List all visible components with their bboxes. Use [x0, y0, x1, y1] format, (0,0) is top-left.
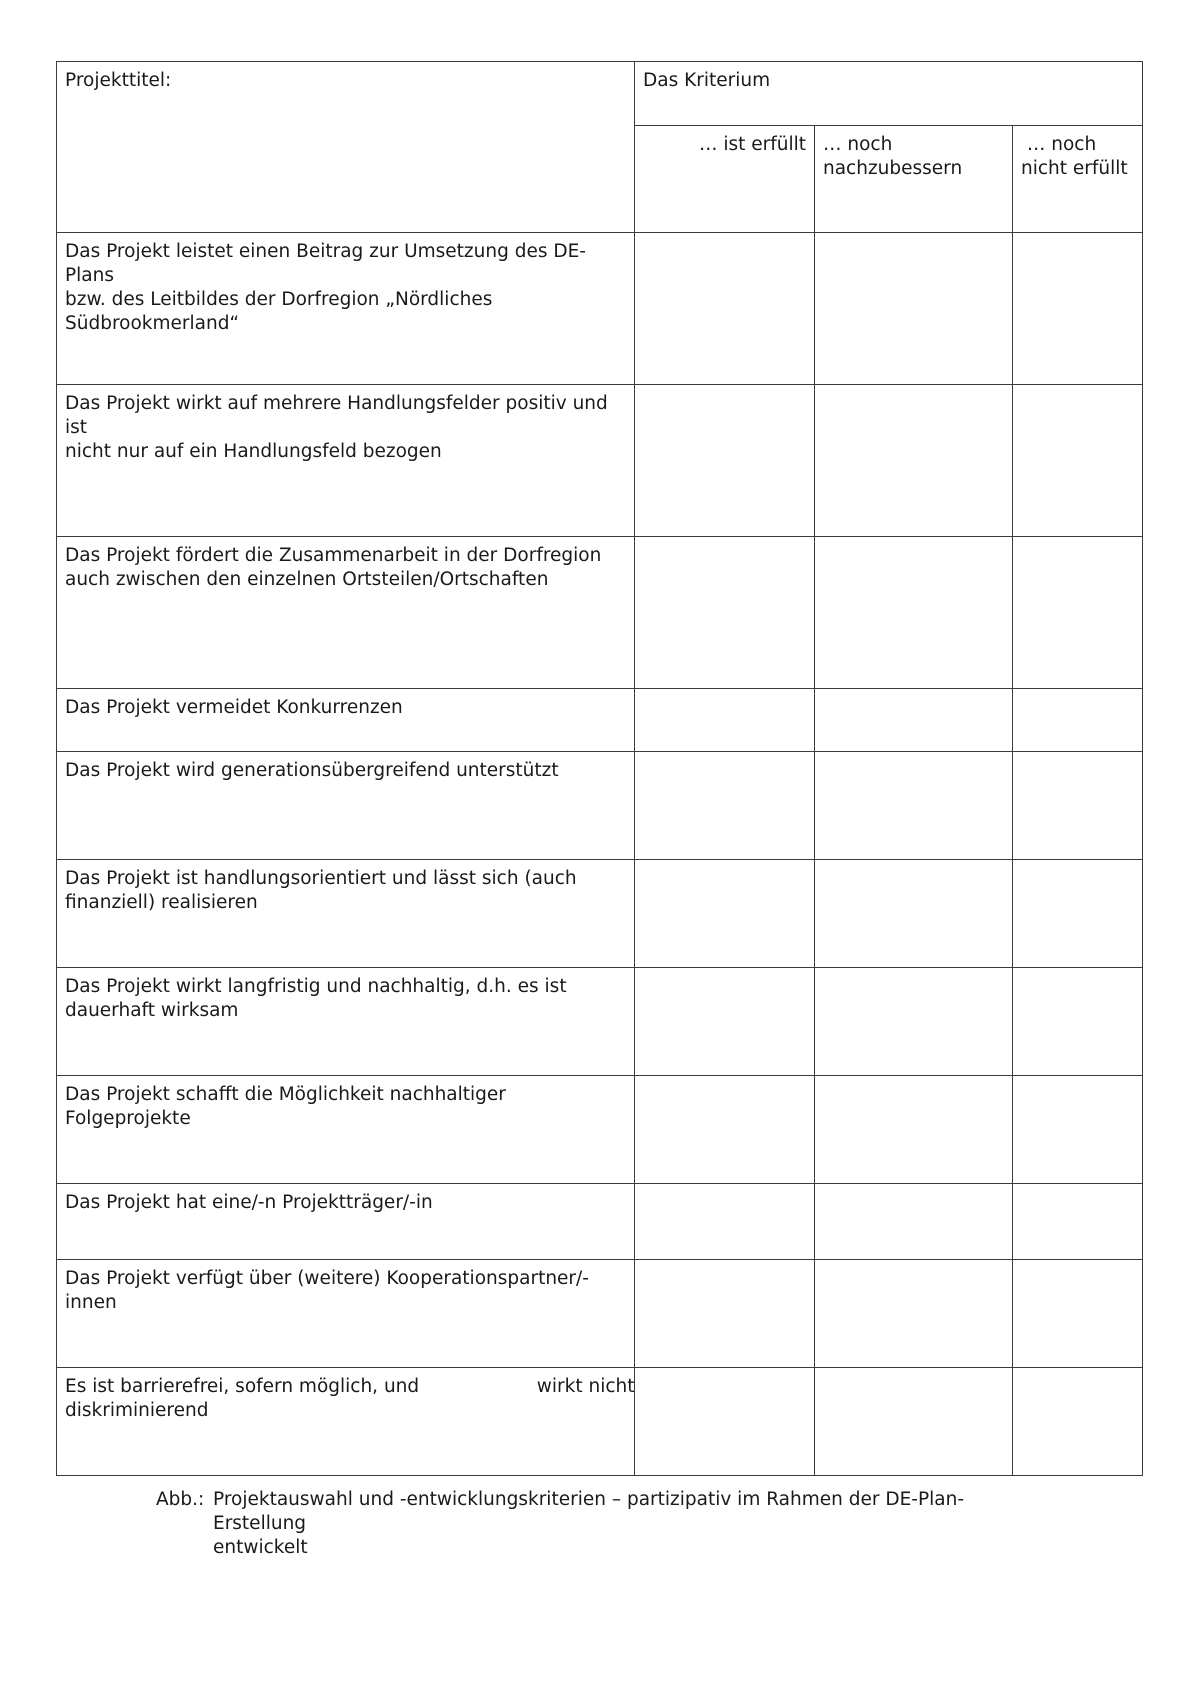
- cell-not-fulfilled[interactable]: [1013, 1076, 1143, 1184]
- cell-fulfilled[interactable]: [635, 689, 815, 752]
- criterion-row: [57, 1368, 1143, 1476]
- criterion-row: [57, 537, 1143, 689]
- subheader-not-fulfilled: … noch nicht erfüllt: [1013, 126, 1143, 233]
- cell-fulfilled[interactable]: [635, 537, 815, 689]
- cell-fulfilled[interactable]: [635, 1260, 815, 1368]
- criterion-text: Das Projekt vermeidet Konkurrenzen: [57, 689, 635, 752]
- cell-not-fulfilled[interactable]: [1013, 385, 1143, 537]
- criterion-row: [57, 1076, 1143, 1184]
- cell-fulfilled[interactable]: [635, 1184, 815, 1260]
- caption-label: Abb.:: [156, 1489, 205, 1510]
- cell-fulfilled[interactable]: [635, 1368, 815, 1476]
- cell-to-improve[interactable]: [815, 537, 1013, 689]
- cell-fulfilled[interactable]: [635, 233, 815, 385]
- cell-not-fulfilled[interactable]: [1013, 537, 1143, 689]
- criteria-table: [56, 61, 1143, 1476]
- cell-not-fulfilled[interactable]: [1013, 233, 1143, 385]
- cell-fulfilled[interactable]: [635, 385, 815, 537]
- criterion-text: Das Projekt fördert die Zusammenarbeit in der Dorfregion auch zwischen den einzelnen Ortsteilen/Ortschaften: [57, 537, 635, 689]
- criterion-header-cell: [635, 62, 1143, 126]
- cell-to-improve[interactable]: [815, 968, 1013, 1076]
- caption-text: Projektauswahl und -entwicklungskriterien – partizipativ im Rahmen der DE-Plan-Erstellung entwickelt: [213, 1489, 964, 1558]
- cell-fulfilled[interactable]: [635, 860, 815, 968]
- project-title-cell: [57, 62, 635, 233]
- cell-not-fulfilled[interactable]: [1013, 1260, 1143, 1368]
- cell-not-fulfilled[interactable]: [1013, 968, 1143, 1076]
- criterion-row: [57, 752, 1143, 860]
- cell-to-improve[interactable]: [815, 385, 1013, 537]
- cell-fulfilled[interactable]: [635, 752, 815, 860]
- cell-to-improve[interactable]: [815, 1368, 1013, 1476]
- criterion-row: [57, 968, 1143, 1076]
- cell-not-fulfilled[interactable]: [1013, 752, 1143, 860]
- cell-to-improve[interactable]: [815, 860, 1013, 968]
- criterion-text: Das Projekt leistet einen Beitrag zur Umsetzung des DE-Plans bzw. des Leitbildes der Dorfregion „Nördliches Südbrookmerland“: [57, 233, 635, 385]
- criterion-text: Das Projekt hat eine/-n Projektträger/-in: [57, 1184, 635, 1260]
- criterion-text: Das Projekt verfügt über (weitere) Kooperationspartner/-innen: [57, 1260, 635, 1368]
- criterion-text: Das Projekt wirkt auf mehrere Handlungsfelder positiv und ist nicht nur auf ein Handlungsfeld bezogen: [57, 385, 635, 537]
- cell-not-fulfilled[interactable]: [1013, 689, 1143, 752]
- cell-to-improve[interactable]: [815, 689, 1013, 752]
- subheader-fulfilled: … ist erfüllt: [635, 126, 815, 233]
- cell-to-improve[interactable]: [815, 1184, 1013, 1260]
- criterion-text: Das Projekt wirkt langfristig und nachhaltig, d.h. es ist dauerhaft wirksam: [57, 968, 635, 1076]
- cell-fulfilled[interactable]: [635, 1076, 815, 1184]
- cell-to-improve[interactable]: [815, 1076, 1013, 1184]
- criterion-text: Das Projekt ist handlungsorientiert und lässt sich (auch finanziell) realisieren: [57, 860, 635, 968]
- criterion-text: Das Projekt wird generationsübergreifend unterstützt: [57, 752, 635, 860]
- cell-not-fulfilled[interactable]: [1013, 860, 1143, 968]
- cell-to-improve[interactable]: [815, 752, 1013, 860]
- cell-fulfilled[interactable]: [635, 968, 815, 1076]
- criterion-row: [57, 233, 1143, 385]
- cell-to-improve[interactable]: [815, 233, 1013, 385]
- criterion-text: Das Projekt schafft die Möglichkeit nachhaltiger Folgeprojekte: [57, 1076, 635, 1184]
- project-title-label: Projekttitel:: [65, 70, 172, 91]
- criterion-text: Es ist barrierefrei, sofern möglich, und wirkt nicht diskriminierend: [57, 1368, 635, 1476]
- criterion-row: [57, 689, 1143, 752]
- header-row-top: [57, 62, 1143, 126]
- cell-not-fulfilled[interactable]: [1013, 1368, 1143, 1476]
- criterion-row: [57, 1260, 1143, 1368]
- criterion-row: [57, 385, 1143, 537]
- cell-to-improve[interactable]: [815, 1260, 1013, 1368]
- subheader-to-improve: … noch nachzubessern: [815, 126, 1013, 233]
- criterion-row: [57, 1184, 1143, 1260]
- criterion-header: Das Kriterium: [643, 70, 771, 91]
- cell-not-fulfilled[interactable]: [1013, 1184, 1143, 1260]
- criterion-row: [57, 860, 1143, 968]
